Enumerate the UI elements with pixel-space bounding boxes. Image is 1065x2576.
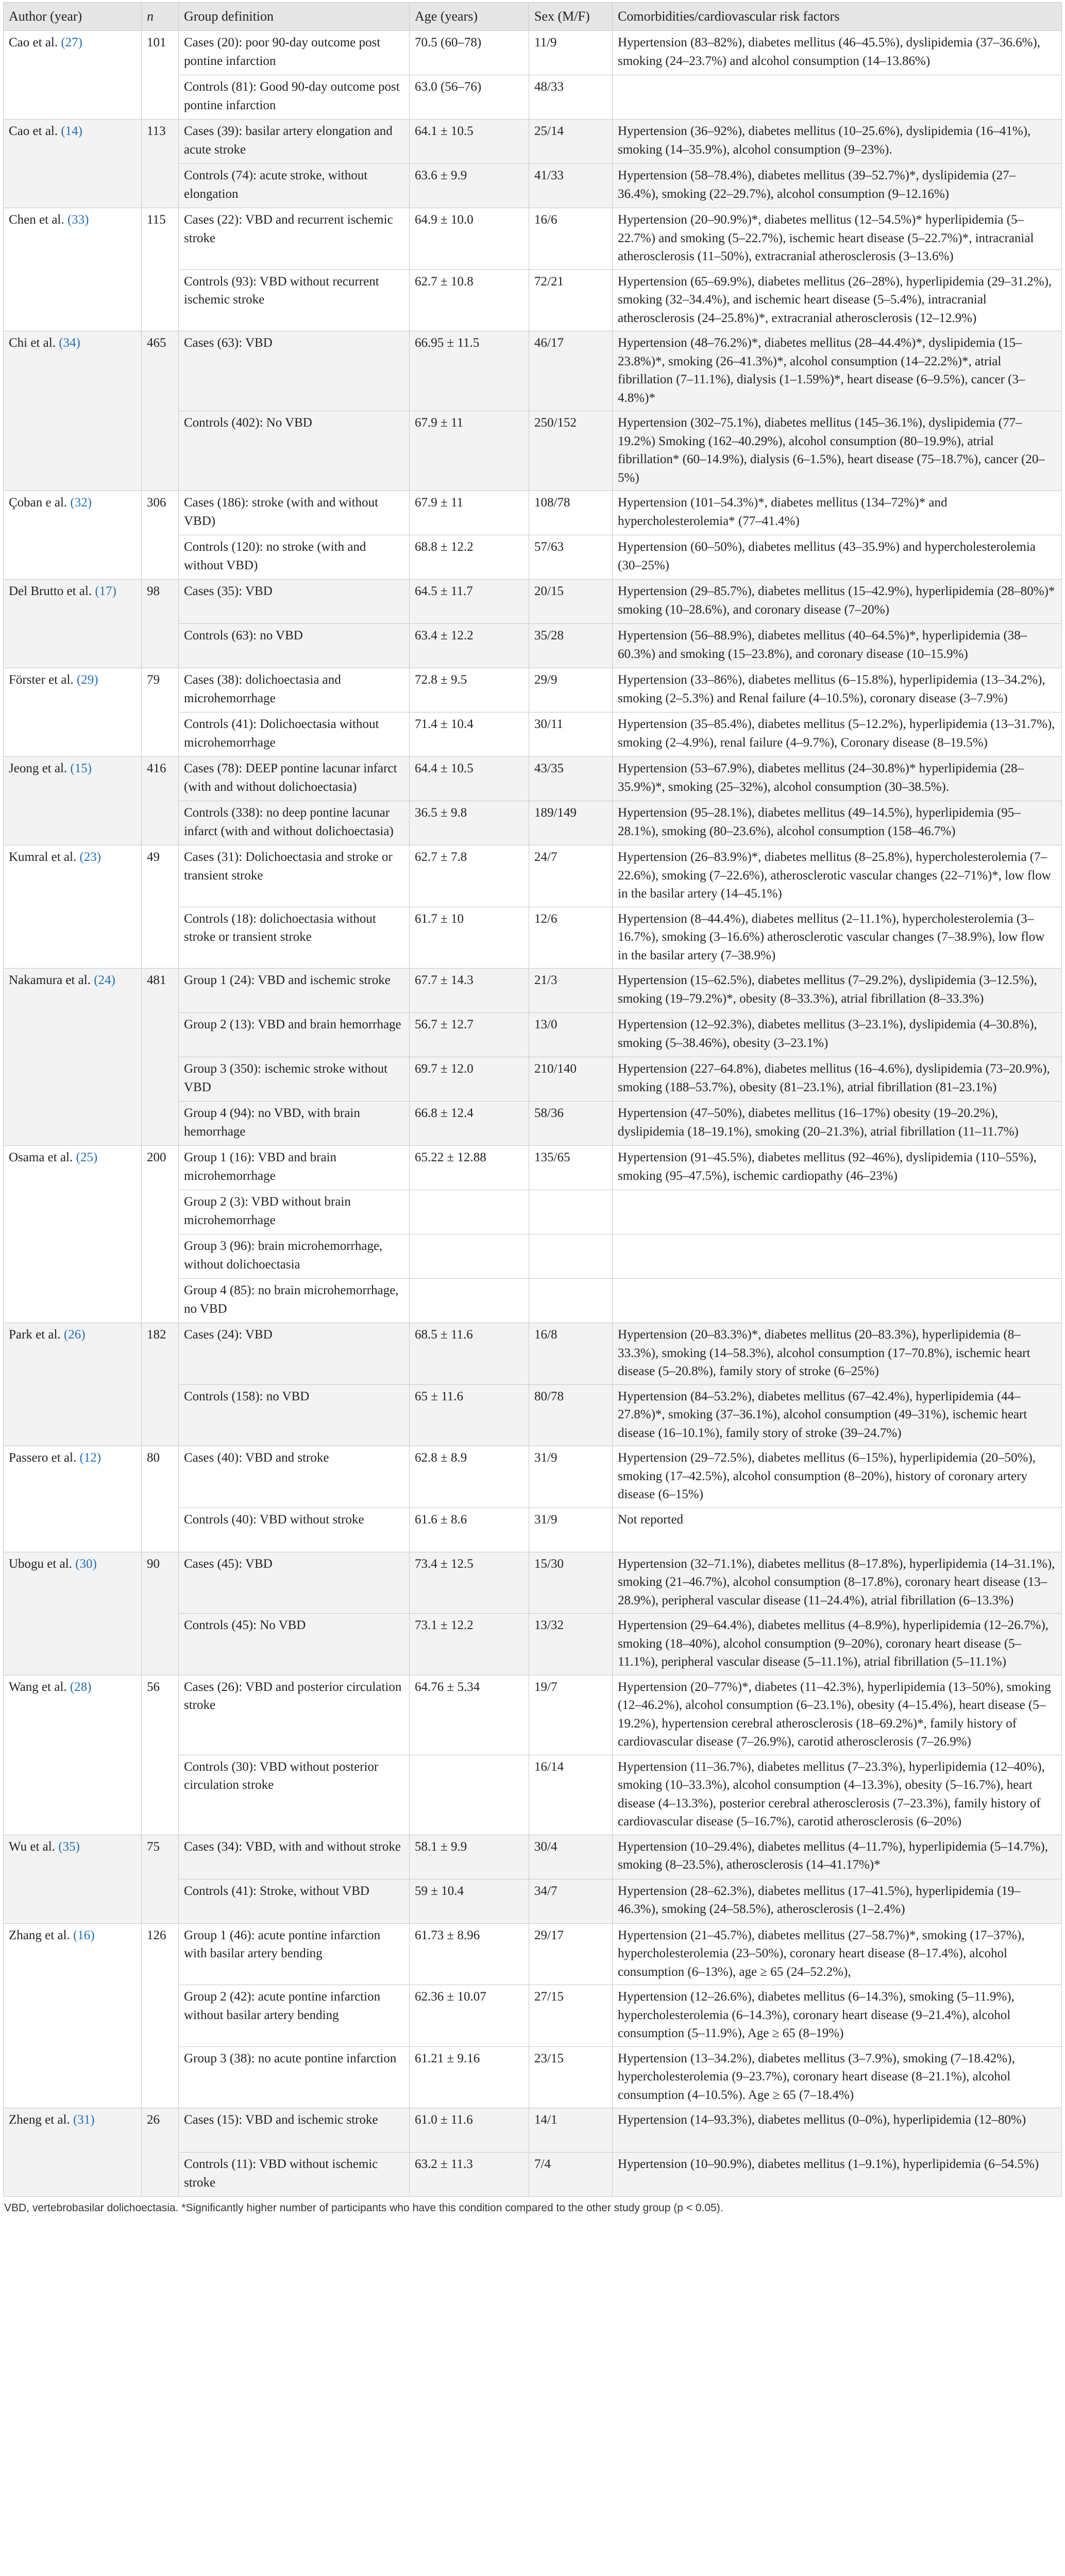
cell-sex: 57/63: [529, 535, 613, 580]
cell-sex: 30/11: [529, 713, 613, 757]
cell-sex: 29/9: [529, 668, 613, 713]
document: [3, 2, 1061, 2214]
col-header-age: Age (years): [410, 3, 529, 31]
cell-comorbidities: Hypertension (36–92%), diabetes mellitus (10–25.6%), dyslipidemia (16–41%), smoking (14–35.9%), alcohol consumption (9–23%).: [613, 120, 1062, 164]
cell-n: 49: [142, 845, 179, 969]
reference-link[interactable]: (15): [70, 761, 92, 775]
cell-age: 58.1 ± 9.9: [410, 1835, 529, 1879]
cell-comorbidities: Hypertension (91–45.5%), diabetes mellitus (92–46%), dyslipidemia (110–55%), smoking (95–47.5%), ischemic cardiopathy (46–23%): [613, 1146, 1062, 1190]
cell-comorbidities: Hypertension (83–82%), diabetes mellitus (46–45.5%), dyslipidemia (37–36.6%), smoking (24–23.7%) and alcohol consumption (14–13.86%): [613, 31, 1062, 75]
cell-author: [4, 1323, 142, 1446]
cell-age: 69.7 ± 12.0: [410, 1057, 529, 1101]
cell-age: 36.5 ± 9.8: [410, 801, 529, 845]
cell-group: Cases (24): VBD: [179, 1323, 410, 1385]
cell-age: 66.8 ± 12.4: [410, 1101, 529, 1146]
table-row: [4, 331, 1062, 411]
cell-age: 68.5 ± 11.6: [410, 1323, 529, 1385]
cell-group: Group 4 (94): no VBD, with brain hemorrhage: [179, 1101, 410, 1146]
cell-sex: 27/15: [529, 1985, 613, 2047]
cell-sex: 210/140: [529, 1057, 613, 1101]
reference-link[interactable]: (25): [76, 1150, 98, 1164]
cell-sex: 25/14: [529, 120, 613, 164]
cell-sex: 21/3: [529, 969, 613, 1013]
cell-group: Cases (186): stroke (with and without VBD): [179, 491, 410, 535]
cell-group: Cases (78): DEEP pontine lacunar infarct (with and without dolichoectasia): [179, 757, 410, 801]
cell-group: Controls (30): VBD without posterior circulation stroke: [179, 1755, 410, 1835]
cell-group: Controls (41): Dolichoectasia without microhemorrhage: [179, 713, 410, 757]
cell-sex: 41/33: [529, 164, 613, 208]
author-name: Çoban e al.: [9, 496, 67, 510]
cell-sex: 12/6: [529, 907, 613, 969]
cell-comorbidities: Hypertension (20–90.9%)*, diabetes mellitus (12–54.5%)* hyperlipidemia (5–22.7%) and smoking (5–22.7%), ischemic heart disease (5–22.7%)*, intracranial atherosclerosis (11–50%), extracranial atherosclerosis (3–13.6%): [613, 208, 1062, 270]
cell-sex: 58/36: [529, 1101, 613, 1146]
cell-sex: 31/9: [529, 1446, 613, 1508]
cell-sex: 72/21: [529, 269, 613, 331]
cell-sex: 11/9: [529, 31, 613, 75]
table-body: [4, 31, 1062, 2197]
cell-n: 113: [142, 120, 179, 208]
cell-comorbidities: [613, 1279, 1062, 1323]
cell-n: 182: [142, 1323, 179, 1446]
cell-comorbidities: Hypertension (21–45.7%), diabetes mellitus (27–58.7%)*, smoking (17–37%), hypercholesterolemia (23–50%), coronary heart disease (8–17.4%), alcohol consumption (6–13%), age ≥ 65 (24–52.2%),: [613, 1923, 1062, 1985]
cell-age: 73.1 ± 12.2: [410, 1614, 529, 1675]
cell-sex: 189/149: [529, 801, 613, 845]
cell-group: Group 2 (3): VBD without brain microhemorrhage: [179, 1190, 410, 1234]
cell-age: 61.6 ± 8.6: [410, 1507, 529, 1552]
cell-author: [4, 1675, 142, 1835]
cell-comorbidities: Not reported: [613, 1507, 1062, 1552]
cell-comorbidities: [613, 1190, 1062, 1234]
cell-sex: 7/4: [529, 2153, 613, 2197]
cell-age: 64.4 ± 10.5: [410, 757, 529, 801]
author-name: Förster et al.: [9, 673, 74, 687]
reference-link[interactable]: (28): [70, 1680, 92, 1694]
cell-group: Group 1 (46): acute pontine infarction with basilar artery bending: [179, 1923, 410, 1985]
table-row: [4, 208, 1062, 270]
reference-link[interactable]: (16): [73, 1928, 95, 1942]
cell-sex: 13/32: [529, 1614, 613, 1675]
cell-group: Cases (22): VBD and recurrent ischemic stroke: [179, 208, 410, 270]
table-row: [4, 1552, 1062, 1614]
cell-age: 62.7 ± 10.8: [410, 269, 529, 331]
cell-group: Group 3 (350): ischemic stroke without VBD: [179, 1057, 410, 1101]
reference-link[interactable]: (35): [58, 1839, 80, 1854]
cell-comorbidities: Hypertension (11–36.7%), diabetes mellitus (7–23.3%), hyperlipidemia (12–40%), smoking (10–33.3%), alcohol consumption (4–13.3%), obesity (5–16.7%), heart disease (4–13.3%), posterior cerebral atherosclerosis (7–23.3%), family history of cardiovascular disease (5–16.7%), carotid atherosclerosis (6–20%): [613, 1755, 1062, 1835]
comorbidities-table: [3, 2, 1062, 2197]
reference-link[interactable]: (14): [61, 124, 83, 138]
cell-comorbidities: Hypertension (48–76.2%)*, diabetes mellitus (28–44.4%)*, dyslipidemia (15–23.8%)*, smoking (26–41.3%)*, alcohol consumption (14–22.2%)*, atrial fibrillation (7–11.1%), dialysis (1–1.59%)*, heart disease (6–9.5%), cancer (3–4.8%)*: [613, 331, 1062, 411]
reference-link[interactable]: (17): [95, 584, 116, 598]
table-header: [4, 3, 1062, 31]
col-header-comorbidities: Comorbidities/cardiovascular risk factors: [613, 3, 1062, 31]
table-row: [4, 845, 1062, 907]
reference-link[interactable]: (32): [70, 496, 92, 510]
cell-comorbidities: Hypertension (60–50%), diabetes mellitus (43–35.9%) and hypercholesterolemia (30–25%): [613, 535, 1062, 580]
cell-sex: 250/152: [529, 411, 613, 491]
cell-author: [4, 1146, 142, 1323]
reference-link[interactable]: (33): [67, 213, 89, 227]
author-name: Wang et al.: [9, 1680, 67, 1694]
cell-group: Cases (15): VBD and ischemic stroke: [179, 2108, 410, 2153]
cell-age: 64.9 ± 10.0: [410, 208, 529, 270]
cell-comorbidities: Hypertension (35–85.4%), diabetes mellitus (5–12.2%), hyperlipidemia (13–31.7%), smoking (2–4.9%), renal failure (4–9.7%), Coronary disease (8–19.5%): [613, 713, 1062, 757]
author-name: Kumral et al.: [9, 850, 77, 864]
author-name: Chi et al.: [9, 336, 56, 350]
cell-age: [410, 1190, 529, 1234]
cell-group: Cases (40): VBD and stroke: [179, 1446, 410, 1508]
cell-age: 72.8 ± 9.5: [410, 668, 529, 713]
cell-age: 62.36 ± 10.07: [410, 1985, 529, 2047]
cell-age: 67.7 ± 14.3: [410, 969, 529, 1013]
cell-group: Controls (158): no VBD: [179, 1384, 410, 1446]
author-name: Jeong et al.: [9, 761, 67, 775]
cell-age: 61.73 ± 8.96: [410, 1923, 529, 1985]
cell-sex: 20/15: [529, 580, 613, 624]
cell-author: [4, 580, 142, 668]
cell-sex: 14/1: [529, 2108, 613, 2153]
cell-sex: 135/65: [529, 1146, 613, 1190]
cell-author: [4, 1835, 142, 1923]
cell-group: Group 3 (96): brain microhemorrhage, without dolichoectasia: [179, 1234, 410, 1279]
cell-group: Controls (120): no stroke (with and without VBD): [179, 535, 410, 580]
table-row: [4, 120, 1062, 164]
cell-sex: 16/8: [529, 1323, 613, 1385]
cell-group: Controls (93): VBD without recurrent ischemic stroke: [179, 269, 410, 331]
cell-comorbidities: Hypertension (101–54.3%)*, diabetes mellitus (134–72%)* and hypercholesterolemia* (77–41.4%): [613, 491, 1062, 535]
table-row: [4, 1923, 1062, 1985]
cell-sex: [529, 1190, 613, 1234]
cell-group: Controls (40): VBD without stroke: [179, 1507, 410, 1552]
cell-author: [4, 120, 142, 208]
cell-age: 67.9 ± 11: [410, 411, 529, 491]
cell-sex: [529, 1234, 613, 1279]
table-row: [4, 1675, 1062, 1755]
cell-group: Cases (45): VBD: [179, 1552, 410, 1614]
cell-comorbidities: Hypertension (20–83.3%)*, diabetes mellitus (20–83.3%), hyperlipidemia (8–33.3%), smoking (14–58.3%), alcohol consumption (17–70.8%), ischemic heart disease (5–20.8%), family story of stroke (6–25%): [613, 1323, 1062, 1385]
reference-link[interactable]: (29): [76, 673, 98, 687]
author-name: Cao et al.: [9, 124, 58, 138]
cell-author: [4, 668, 142, 757]
cell-age: 63.0 (56–76): [410, 75, 529, 120]
author-name: Zhang et al.: [9, 1928, 70, 1942]
cell-group: Controls (63): no VBD: [179, 624, 410, 668]
cell-n: 79: [142, 668, 179, 757]
cell-author: [4, 2108, 142, 2197]
cell-sex: 46/17: [529, 331, 613, 411]
col-header-group: Group definition: [179, 3, 410, 31]
cell-n: 306: [142, 491, 179, 580]
cell-comorbidities: [613, 1234, 1062, 1279]
cell-n: 56: [142, 1675, 179, 1835]
cell-n: 115: [142, 208, 179, 331]
cell-age: 66.95 ± 11.5: [410, 331, 529, 411]
cell-n: 75: [142, 1835, 179, 1923]
cell-age: 71.4 ± 10.4: [410, 713, 529, 757]
cell-group: Controls (11): VBD without ischemic stroke: [179, 2153, 410, 2197]
cell-comorbidities: Hypertension (47–50%), diabetes mellitus (16–17%) obesity (19–20.2%), dyslipidemia (18–19.1%), smoking (20–21.3%), atrial fibrillation (11–11.7%): [613, 1101, 1062, 1146]
cell-comorbidities: Hypertension (10–29.4%), diabetes mellitus (4–11.7%), hyperlipidemia (5–14.7%), smoking (8–23.5%), atherosclerosis (14–41.17%)*: [613, 1835, 1062, 1879]
cell-age: 63.4 ± 12.2: [410, 624, 529, 668]
author-name: Ubogu et al.: [9, 1556, 72, 1571]
cell-comorbidities: [613, 75, 1062, 120]
cell-comorbidities: Hypertension (20–77%)*, diabetes (11–42.3%), hyperlipidemia (13–50%), smoking (12–46.2%), alcohol consumption (6–23.1%), obesity (4–15.4%), heart disease (5–19.2%), hypertension cerebral atherosclerosis (18–69.2%)*, family history of cardiovascular disease (7–26.9%), carotid atherosclerosis (7–26.9%): [613, 1675, 1062, 1755]
cell-author: [4, 1446, 142, 1552]
cell-comorbidities: Hypertension (10–90.9%), diabetes mellitus (1–9.1%), hyperlipidemia (6–54.5%): [613, 2153, 1062, 2197]
cell-n: 98: [142, 580, 179, 668]
reference-link[interactable]: (12): [79, 1451, 102, 1465]
table-row: [4, 1835, 1062, 1879]
cell-sex: 29/17: [529, 1923, 613, 1985]
cell-group: Controls (338): no deep pontine lacunar infarct (with and without dolichoectasia): [179, 801, 410, 845]
reference-link[interactable]: (26): [63, 1328, 86, 1342]
cell-age: 64.1 ± 10.5: [410, 120, 529, 164]
cell-age: 73.4 ± 12.5: [410, 1552, 529, 1614]
cell-group: Group 2 (42): acute pontine infarction without basilar artery bending: [179, 1985, 410, 2047]
author-name: Osama et al.: [9, 1150, 73, 1164]
cell-sex: 31/9: [529, 1507, 613, 1552]
table-row: [4, 668, 1062, 713]
cell-sex: 34/7: [529, 1879, 613, 1923]
cell-group: Controls (81): Good 90-day outcome post pontine infarction: [179, 75, 410, 120]
cell-group: Cases (39): basilar artery elongation and acute stroke: [179, 120, 410, 164]
header-row: [4, 3, 1062, 31]
cell-author: [4, 969, 142, 1146]
table-row: [4, 580, 1062, 624]
cell-group: Controls (18): dolichoectasia without stroke or transient stroke: [179, 907, 410, 969]
cell-sex: 30/4: [529, 1835, 613, 1879]
cell-group: Cases (63): VBD: [179, 331, 410, 411]
cell-comorbidities: Hypertension (29–64.4%), diabetes mellitus (4–8.9%), hyperlipidemia (12–26.7%), smoking (18–40%), alcohol consumption (9–20%), coronary heart disease (5–11.1%), peripheral vascular disease (5–11.1%), atrial fibrillation (5–11.1%): [613, 1614, 1062, 1675]
cell-comorbidities: Hypertension (65–69.9%), diabetes mellitus (26–28%), hyperlipidemia (29–31.2%), smoking (32–34.4%), and ischemic heart disease (5–5.4%), intracranial atherosclerosis (24–25.8%)*, extracranial atherosclerosis (12–12.9%): [613, 269, 1062, 331]
cell-age: 64.5 ± 11.7: [410, 580, 529, 624]
cell-comorbidities: Hypertension (12–26.6%), diabetes mellitus (6–14.3%), smoking (5–11.9%), hypercholesterolemia (6–14.3%), coronary heart disease (9–21.4%), alcohol consumption (5–11.9%), Age ≥ 65 (8–19%): [613, 1985, 1062, 2047]
cell-n: 80: [142, 1446, 179, 1552]
cell-author: [4, 1923, 142, 2108]
cell-age: 68.8 ± 12.2: [410, 535, 529, 580]
cell-sex: 24/7: [529, 845, 613, 907]
table-row: [4, 757, 1062, 801]
cell-comorbidities: Hypertension (12–92.3%), diabetes mellitus (3–23.1%), dyslipidemia (4–30.8%), smoking (5–38.46%), obesity (3–23.1%): [613, 1013, 1062, 1057]
cell-age: [410, 1279, 529, 1323]
cell-sex: 23/15: [529, 2046, 613, 2108]
cell-sex: 19/7: [529, 1675, 613, 1755]
cell-author: [4, 491, 142, 580]
cell-author: [4, 845, 142, 969]
cell-group: Group 3 (38): no acute pontine infarction: [179, 2046, 410, 2108]
table-row: [4, 1323, 1062, 1385]
cell-age: 63.2 ± 11.3: [410, 2153, 529, 2197]
cell-age: 65.22 ± 12.88: [410, 1146, 529, 1190]
cell-comorbidities: Hypertension (84–53.2%), diabetes mellitus (67–42.4%), hyperlipidemia (44–27.8%)*, smoking (37–36.1%), alcohol consumption (49–31%), ischemic heart disease (16–10.1%), family story of stroke (39–24.7%): [613, 1384, 1062, 1446]
cell-age: 63.6 ± 9.9: [410, 164, 529, 208]
cell-group: Group 1 (16): VBD and brain microhemorrhage: [179, 1146, 410, 1190]
table-row: [4, 31, 1062, 75]
table-row: [4, 1446, 1062, 1508]
cell-group: Cases (38): dolichoectasia and microhemorrhage: [179, 668, 410, 713]
cell-age: 67.9 ± 11: [410, 491, 529, 535]
cell-n: 26: [142, 2108, 179, 2197]
table-row: [4, 491, 1062, 535]
cell-comorbidities: Hypertension (29–85.7%), diabetes mellitus (15–42.9%), hyperlipidemia (28–80%)* smoking (10–28.6%), and coronary disease (7–20%): [613, 580, 1062, 624]
cell-age: 59 ± 10.4: [410, 1879, 529, 1923]
cell-author: [4, 208, 142, 331]
table-footnote: VBD, vertebrobasilar dolichoectasia. *Significantly higher number of participants who have this condition compared to the other study group (p < 0.05).: [4, 2202, 723, 2214]
author-name: Chen et al.: [9, 213, 64, 227]
author-name: Zheng et al.: [9, 2113, 70, 2127]
author-name: Wu et al.: [9, 1839, 55, 1854]
author-name: Cao et al.: [9, 36, 58, 49]
cell-group: Cases (34): VBD, with and without stroke: [179, 1835, 410, 1879]
cell-sex: 16/14: [529, 1755, 613, 1835]
cell-comorbidities: Hypertension (15–62.5%), diabetes mellitus (7–29.2%), dyslipidemia (3–12.5%), smoking (19–79.2%)*, obesity (8–33.3%), atrial fibrillation (8–33.3%): [613, 969, 1062, 1013]
cell-group: Controls (74): acute stroke, without elongation: [179, 164, 410, 208]
cell-group: Cases (31): Dolichoectasia and stroke or transient stroke: [179, 845, 410, 907]
table-row: [4, 2108, 1062, 2153]
table-row: [4, 1146, 1062, 1190]
cell-comorbidities: Hypertension (33–86%), diabetes mellitus (6–15.8%), hyperlipidemia (13–34.2%), smoking (2–5.3%) and Renal failure (4–10.5%), coronary disease (3–7.9%): [613, 668, 1062, 713]
cell-sex: 48/33: [529, 75, 613, 120]
cell-sex: 80/78: [529, 1384, 613, 1446]
reference-link[interactable]: (30): [75, 1556, 97, 1571]
cell-author: [4, 1552, 142, 1675]
col-header-n: n: [142, 3, 179, 31]
author-name: Passero et al.: [9, 1451, 77, 1465]
col-header-sex: Sex (M/F): [529, 3, 613, 31]
cell-n: 200: [142, 1146, 179, 1323]
reference-link[interactable]: (27): [61, 36, 83, 49]
cell-group: Cases (20): poor 90-day outcome post pontine infarction: [179, 31, 410, 75]
cell-author: [4, 331, 142, 491]
cell-age: 62.8 ± 8.9: [410, 1446, 529, 1508]
author-name: Nakamura et al.: [9, 973, 91, 987]
cell-n: 126: [142, 1923, 179, 2108]
cell-sex: 43/35: [529, 757, 613, 801]
cell-sex: 108/78: [529, 491, 613, 535]
cell-age: 65 ± 11.6: [410, 1384, 529, 1446]
cell-group: Cases (26): VBD and posterior circulation stroke: [179, 1675, 410, 1755]
cell-sex: [529, 1279, 613, 1323]
cell-author: [4, 757, 142, 845]
reference-link[interactable]: (23): [79, 850, 102, 864]
cell-age: 61.0 ± 11.6: [410, 2108, 529, 2153]
cell-group: Controls (45): No VBD: [179, 1614, 410, 1675]
cell-comorbidities: Hypertension (13–34.2%), diabetes mellitus (3–7.9%), smoking (7–18.42%), hypercholesterolemia (9–23.7%), coronary heart disease (8–21.1%), alcohol consumption (4–10.5%). Age ≥ 65 (7–18.4%): [613, 2046, 1062, 2108]
cell-age: 61.7 ± 10: [410, 907, 529, 969]
cell-age: 70.5 (60–78): [410, 31, 529, 75]
cell-author: [4, 31, 142, 120]
cell-n: 481: [142, 969, 179, 1146]
cell-comorbidities: Hypertension (26–83.9%)*, diabetes mellitus (8–25.8%), hypercholesterolemia (7–22.6%), smoking (7–22.6%), atherosclerotic vascular changes (22–71%)*, low flow in the basilar artery (14–45.1%): [613, 845, 1062, 907]
cell-comorbidities: Hypertension (227–64.8%), diabetes mellitus (16–4.6%), dyslipidemia (73–20.9%), smoking (188–53.7%), obesity (81–23.1%), atrial fibrillation (81–23.1%): [613, 1057, 1062, 1101]
cell-comorbidities: Hypertension (32–71.1%), diabetes mellitus (8–17.8%), hyperlipidemia (14–31.1%), smoking (21–46.7%), alcohol consumption (8–17.8%), coronary heart disease (13–28.9%), peripheral vascular disease (11–24.4%), atrial fibrillation (6–13.3%): [613, 1552, 1062, 1614]
cell-group: Controls (41): Stroke, without VBD: [179, 1879, 410, 1923]
cell-sex: 35/28: [529, 624, 613, 668]
cell-age: 64.76 ± 5.34: [410, 1675, 529, 1755]
cell-group: Controls (402): No VBD: [179, 411, 410, 491]
cell-group: Group 4 (85): no brain microhemorrhage, no VBD: [179, 1279, 410, 1323]
cell-n: 416: [142, 757, 179, 845]
cell-comorbidities: Hypertension (28–62.3%), diabetes mellitus (17–41.5%), hyperlipidemia (19–46.3%), smoking (24–58.5%), atherosclerosis (1–2.4%): [613, 1879, 1062, 1923]
cell-group: Group 1 (24): VBD and ischemic stroke: [179, 969, 410, 1013]
cell-comorbidities: Hypertension (29–72.5%), diabetes mellitus (6–15%), hyperlipidemia (20–50%), smoking (17–42.5%), alcohol consumption (8–20%), history of coronary artery disease (6–15%): [613, 1446, 1062, 1508]
cell-age: 56.7 ± 12.7: [410, 1013, 529, 1057]
cell-n: 465: [142, 331, 179, 491]
cell-age: 61.21 ± 9.16: [410, 2046, 529, 2108]
author-name: Park et al.: [9, 1328, 61, 1342]
cell-sex: 15/30: [529, 1552, 613, 1614]
reference-link[interactable]: (34): [59, 336, 80, 350]
author-name: Del Brutto et al.: [9, 584, 92, 598]
cell-comorbidities: Hypertension (58–78.4%), diabetes mellitus (39–52.7%)*, dyslipidemia (27–36.4%), smoking (22–29.7%), alcohol consumption (9–12.16%): [613, 164, 1062, 208]
cell-group: Cases (35): VBD: [179, 580, 410, 624]
reference-link[interactable]: (24): [94, 973, 115, 987]
col-header-author: Author (year): [4, 3, 142, 31]
reference-link[interactable]: (31): [73, 2113, 95, 2127]
cell-comorbidities: Hypertension (53–67.9%), diabetes mellitus (24–30.8%)* hyperlipidemia (28–35.9%)*, smoking (25–32%), alcohol consumption (30–38.5%).: [613, 757, 1062, 801]
cell-n: 90: [142, 1552, 179, 1675]
cell-age: [410, 1234, 529, 1279]
cell-sex: 16/6: [529, 208, 613, 270]
cell-comorbidities: Hypertension (95–28.1%), diabetes mellitus (49–14.5%), hyperlipidemia (95–28.1%), smoking (80–23.6%), alcohol consumption (158–46.7%): [613, 801, 1062, 845]
cell-comorbidities: Hypertension (14–93.3%), diabetes mellitus (0–0%), hyperlipidemia (12–80%): [613, 2108, 1062, 2153]
cell-comorbidities: Hypertension (302–75.1%), diabetes mellitus (145–36.1%), dyslipidemia (77–19.2%) Smoking (162–40.29%), alcohol consumption (80–19.9%), atrial fibrillation* (60–14.9%), dialysis (6–1.5%), heart disease (75–18.7%), cancer (20–5%): [613, 411, 1062, 491]
table-row: [4, 969, 1062, 1013]
cell-age: [410, 1755, 529, 1835]
cell-n: 101: [142, 31, 179, 120]
cell-sex: 13/0: [529, 1013, 613, 1057]
cell-group: Group 2 (13): VBD and brain hemorrhage: [179, 1013, 410, 1057]
cell-comorbidities: Hypertension (56–88.9%), diabetes mellitus (40–64.5%)*, hyperlipidemia (38–60.3%) and smoking (15–23.8%), and coronary disease (10–15.9%): [613, 624, 1062, 668]
cell-comorbidities: Hypertension (8–44.4%), diabetes mellitus (2–11.1%), hypercholesterolemia (3–16.7%), smoking (3–16.6%) atherosclerotic vascular changes (7–38.9%), low flow in the basilar artery (7–38.9%): [613, 907, 1062, 969]
cell-age: 62.7 ± 7.8: [410, 845, 529, 907]
